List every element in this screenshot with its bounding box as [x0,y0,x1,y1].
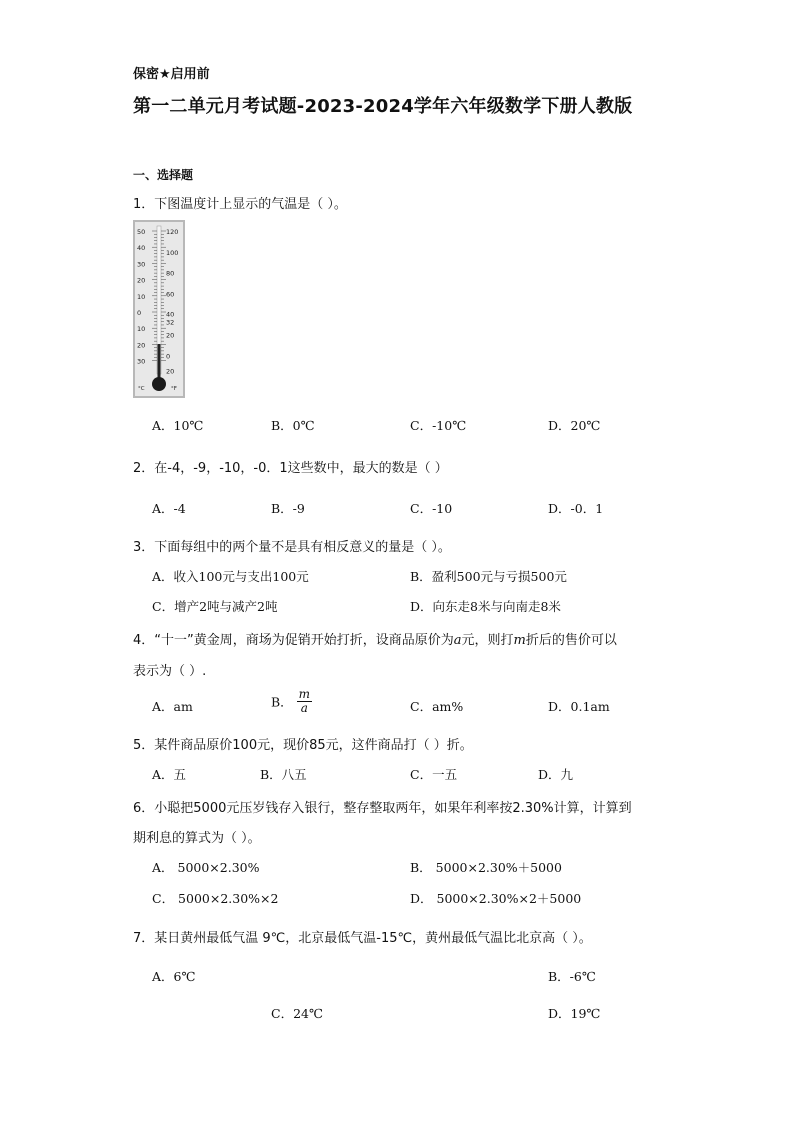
q4-option-c[interactable]: C．am% [410,699,464,714]
q7-option-d[interactable]: D．19℃ [548,1006,601,1021]
q4-variable-a: a [453,633,462,648]
q4-stem-part2: 元，则打 [461,633,514,648]
q5-option-c[interactable]: C．一五 [410,767,458,782]
fahrenheit-scale-label: 20 [166,331,175,340]
fraction-numerator: m [298,687,311,701]
q4-option-a[interactable]: A．am [152,699,193,714]
q7-option-a[interactable]: A．6℃ [152,969,196,984]
thermometer-image [133,220,185,398]
fahrenheit-scale-label: 20 [166,367,175,376]
q3-option-c[interactable]: C．增产2吨与减产2吨 [152,599,278,614]
celsius-unit: °C [138,386,145,392]
question-5-stem: 5．某件商品原价100元，现价85元，这件商品打（ ）折。 [133,738,473,753]
q4-option-b[interactable] [271,688,312,715]
q1-option-d[interactable]: D．20℃ [548,418,601,433]
celsius-scale-label: 40 [137,244,146,253]
q3-option-d[interactable]: D．向东走8米与向南走8米 [410,599,561,614]
q4-option-d[interactable]: D．0.1am [548,699,610,714]
q2-option-b[interactable]: B．-9 [271,501,305,516]
celsius-scale-label: 20 [137,276,146,285]
confidential-label: 保密★启用前 [133,67,210,82]
page-title: 第一二单元月考试题-2023-2024学年六年级数学下册人教版 [133,96,633,117]
q4-option-b-fraction [297,688,312,715]
q1-option-b[interactable]: B．0℃ [271,418,315,433]
question-2-stem: 2．在-4，-9，-10，-0．1这些数中，最大的数是（ ） [133,461,448,476]
question-4-stem [133,629,617,648]
q4-option-b-letter: B． [271,694,293,710]
q6-option-a[interactable]: A． 5000×2.30% [152,860,260,875]
q3-option-a[interactable]: A．收入100元与支出100元 [152,569,309,584]
fahrenheit-scale-label: 0 [166,352,171,361]
celsius-scale-label: 50 [137,228,146,236]
q4-variable-m: m [513,633,526,648]
q1-option-c[interactable]: C．-10℃ [410,418,467,433]
q2-option-a[interactable]: A．-4 [152,501,186,516]
question-7-stem: 7．某日黄州最低气温 9℃，北京最低气温-15℃，黄州最低气温比北京高（ ）。 [133,931,592,946]
question-3-stem: 3．下面每组中的两个量不是具有相反意义的量是（ ）。 [133,540,451,555]
q4-stem-part3: 折后的售价可以 [525,633,617,648]
q5-option-a[interactable]: A．五 [152,767,187,782]
q3-option-b[interactable]: B．盈利500元与亏损500元 [410,569,567,584]
fahrenheit-scale-label: 60 [166,290,175,299]
section-heading: 一、选择题 [133,168,194,182]
celsius-scale-label: 20 [137,341,146,350]
fahrenheit-scale-label: 80 [166,269,175,278]
q6-option-b[interactable]: B． 5000×2.30%＋5000 [410,860,562,875]
q1-option-a[interactable]: A．10℃ [152,418,204,433]
fahrenheit-scale-label: 100 [166,249,179,258]
question-6-stem: 6．小聪把5000元压岁钱存入银行，整存整取两年，如果年利率按2.30%计算，计算到 [133,801,632,816]
fahrenheit-scale-label: 40 [166,310,175,319]
celsius-scale-label: 0 [137,309,142,317]
q6-option-c[interactable]: C． 5000×2.30%×2 [152,891,279,906]
q5-option-b[interactable]: B．八五 [260,767,307,782]
question-4-stem-line2: 表示为（ ）. [133,664,207,679]
q5-option-d[interactable]: D．九 [538,767,574,782]
celsius-scale-label: 10 [137,292,146,301]
fahrenheit-scale-label: 120 [166,228,179,236]
question-6-stem-line2: 期利息的算式为（ ）。 [133,831,261,846]
question-1-stem: 1．下图温度计上显示的气温是（ ）。 [133,197,347,212]
q4-stem-part1: 4．“十一”黄金周，商场为促销开始打折，设商品原价为 [133,633,454,648]
q7-option-c[interactable]: C．24℃ [271,1006,323,1021]
q2-option-d[interactable]: D．-0．1 [548,501,604,516]
fraction-denominator: a [300,701,308,715]
q2-option-c[interactable]: C．-10 [410,501,453,516]
fahrenheit-unit: °F [171,386,177,392]
celsius-scale-label: 30 [137,357,146,366]
q6-option-d[interactable]: D． 5000×2.30%×2＋5000 [410,891,582,906]
fahrenheit-scale-label: 32 [166,318,175,327]
q7-option-b[interactable]: B．-6℃ [548,969,596,984]
celsius-scale-label: 30 [137,260,146,269]
celsius-scale-label: 10 [137,325,146,334]
